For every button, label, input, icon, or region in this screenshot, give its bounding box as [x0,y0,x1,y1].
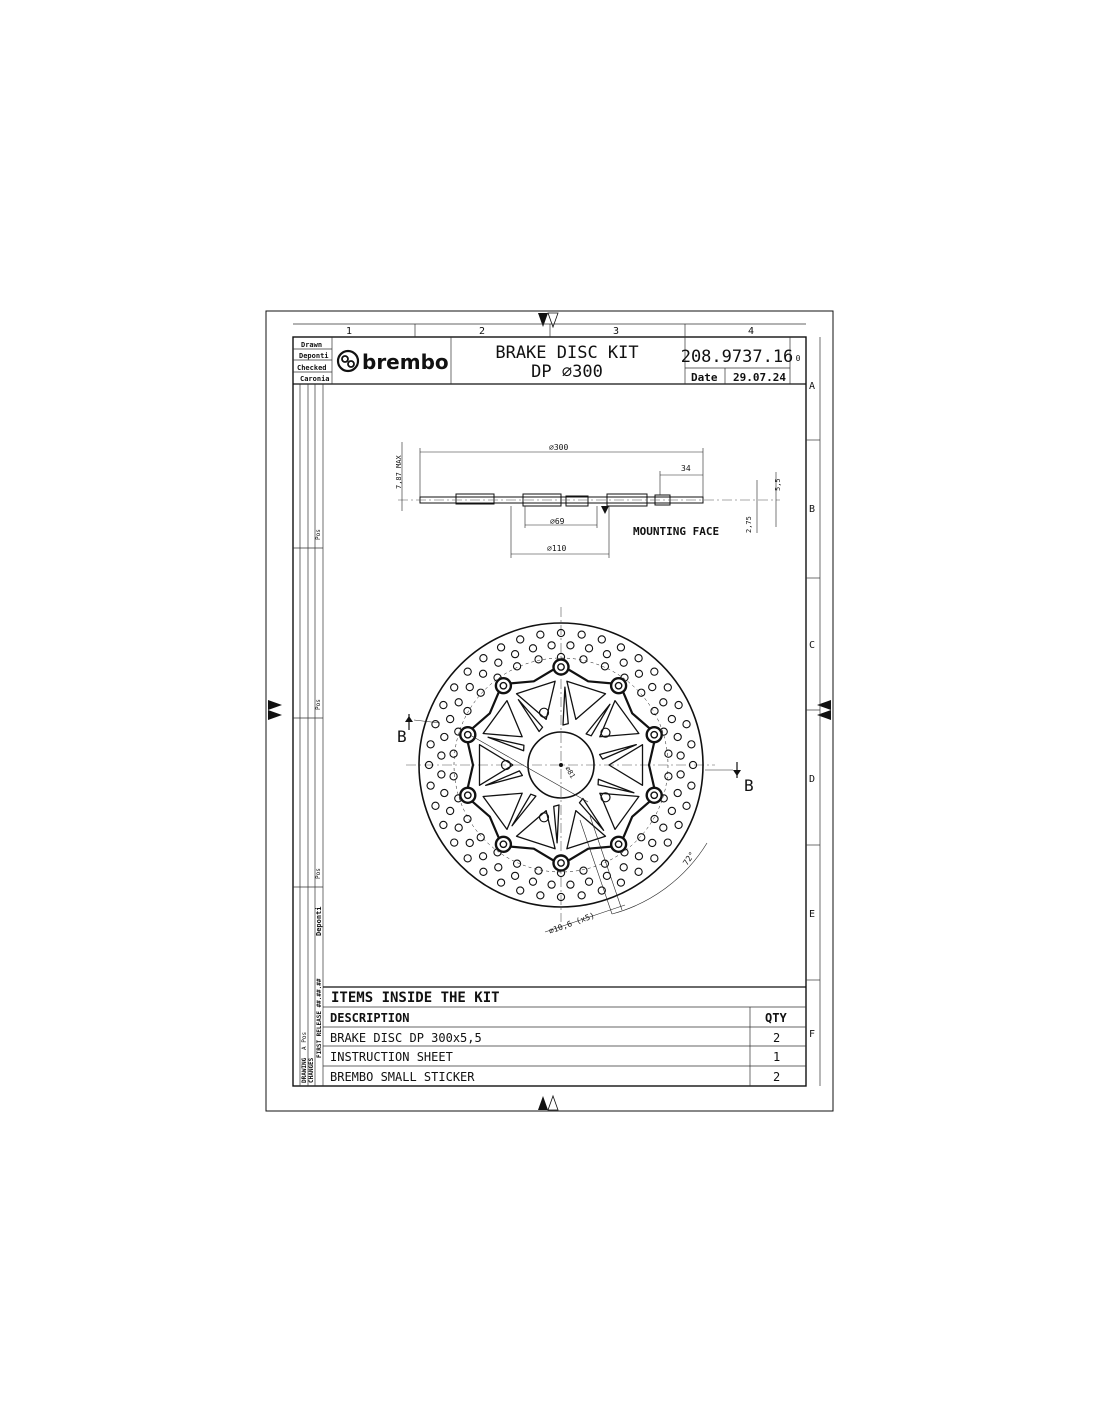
vent-hole [683,802,690,809]
author-label: Deponti [315,906,323,936]
carrier-window [517,681,556,719]
vent-hole [620,864,627,871]
vent-hole [451,839,458,846]
dim-offset: 34 [681,464,691,473]
item-qty: 2 [773,1031,781,1045]
vent-hole [675,821,682,828]
vent-hole [580,867,587,874]
dim-center: ⌀81 [563,765,577,780]
part-number: 208.9737.16 [680,347,794,367]
floating-button [460,788,475,803]
dim-height: 7,87 MAX [395,455,403,489]
column-label: 2 [479,326,486,337]
release-label: FIRST RELEASE ##.##.## [316,978,323,1058]
vent-hole [466,839,473,846]
floating-button [554,660,569,675]
vent-hole [580,656,587,663]
drawn-name: Deponti [299,352,329,360]
dim-inner: ⌀69 [550,517,565,526]
vent-hole [450,750,457,757]
floating-button [647,788,662,803]
vent-hole [427,741,434,748]
dim-angle: 72° [681,850,697,868]
items-heading: ITEMS INSIDE THE KIT [331,990,500,1006]
carrier-window [483,793,522,829]
vent-hole [517,887,524,894]
row-ruler [806,337,820,1086]
brand-wordmark: brembo [362,350,449,374]
dim-diameter: ⌀300 [549,443,569,452]
column-label: 1 [346,326,353,337]
vent-hole [651,668,658,675]
vent-hole [464,668,471,675]
vent-hole [548,642,555,649]
dim-holes: ⌀10,6 (x5) [547,910,596,936]
vent-hole [603,651,610,658]
carrier-window [483,701,522,737]
revision-panel [293,384,323,1086]
vent-hole [567,881,574,888]
floating-button [611,837,626,852]
floating-button [647,727,662,742]
floating-button [460,727,475,742]
vent-hole [638,834,645,841]
vent-hole [578,892,585,899]
row-label: E [809,909,816,920]
vent-hole [635,853,642,860]
row-label: C [809,640,816,651]
vent-hole [651,707,658,714]
column-label: 4 [748,326,755,337]
vent-hole [683,721,690,728]
vent-hole [537,631,544,638]
vent-hole [677,752,684,759]
pos-a-label: A Pos [301,1031,308,1050]
drawn-label: Drawn [301,341,323,349]
vent-hole [665,750,672,757]
carrier-window [488,737,524,751]
vent-hole [438,752,445,759]
carrier-window [554,805,559,843]
vent-hole [441,789,448,796]
vent-hole [450,773,457,780]
pos-label: Pos [315,868,322,879]
vent-hole [447,715,454,722]
vent-hole [664,839,671,846]
vent-hole [479,670,486,677]
vent-hole [620,659,627,666]
carrier-window [567,811,606,849]
item-qty: 1 [773,1050,781,1064]
vent-hole [635,655,642,662]
vent-hole [585,878,592,885]
vent-hole [440,701,447,708]
vent-hole [585,645,592,652]
col-qty: QTY [765,1011,787,1025]
vent-hole [455,824,462,831]
col-description: DESCRIPTION [330,1011,410,1025]
carrier-window [567,681,606,719]
row-label: B [809,504,816,515]
vent-hole [432,802,439,809]
date-label: Date [691,371,718,384]
vent-hole [529,645,536,652]
vent-hole [660,824,667,831]
section-marker-left [397,714,440,746]
item-description: BRAKE DISC DP 300x5,5 [330,1031,482,1045]
title-block [293,337,806,384]
title-line-1: BRAKE DISC KIT [495,343,639,363]
vent-hole [535,867,542,874]
drawing-label: DRAWING [301,1057,308,1083]
floating-button [496,678,511,693]
vent-hole [537,892,544,899]
carrier-window [598,779,634,793]
item-qty: 2 [773,1070,781,1084]
column-ruler [293,324,806,337]
vent-hole [495,864,502,871]
front-view [397,607,754,936]
vent-hole [497,644,504,651]
changes-label: CHANGES [308,1057,315,1083]
vent-hole [477,689,484,696]
vent-hole [466,683,473,690]
section-label-right: B [744,776,754,795]
row-label: D [809,774,816,785]
carrier-window [563,687,568,725]
vent-hole [664,684,671,691]
column-label: 3 [613,326,620,337]
checked-name: Caronia [300,375,330,383]
vent-hole [649,839,656,846]
floating-button [611,678,626,693]
row-label: F [809,1029,816,1040]
vent-hole [668,807,675,814]
vent-hole [567,642,574,649]
dim-bolt: ⌀110 [547,544,567,553]
vent-hole [513,663,520,670]
vent-hole [535,656,542,663]
carrier-window [579,798,603,830]
vent-hole [495,659,502,666]
vent-hole [548,881,555,888]
vent-hole [674,733,681,740]
pos-label: Pos [315,529,322,540]
checked-label: Checked [297,364,327,372]
vent-hole [480,868,487,875]
carrier-window [517,811,556,849]
vent-hole [578,631,585,638]
mounting-face-label: MOUNTING FACE [633,525,720,538]
vent-hole [638,689,645,696]
vent-hole [675,701,682,708]
carrier-window [518,700,542,732]
vent-hole [511,651,518,658]
vent-hole [479,853,486,860]
vent-hole [635,868,642,875]
vent-hole [649,683,656,690]
vent-hole [517,636,524,643]
vent-hole [441,733,448,740]
floating-button [554,856,569,871]
vent-hole [455,699,462,706]
vent-hole [511,872,518,879]
pos-label: Pos [315,699,322,710]
vent-hole [688,782,695,789]
vent-hole [464,707,471,714]
items-table [323,987,806,1086]
vent-hole [447,807,454,814]
item-description: BREMBO SMALL STICKER [330,1070,475,1084]
vent-hole [617,879,624,886]
brembo-logo [338,350,449,374]
vent-hole [617,644,624,651]
date-value: 29.07.24 [733,371,786,384]
carrier-window [600,701,639,737]
vent-hole [464,855,471,862]
vent-hole [432,721,439,728]
dim-hub: 2,75 [745,516,753,533]
revision: 0 [795,354,801,363]
floating-button [496,837,511,852]
title-line-2: DP ⌀300 [531,362,603,382]
vent-hole [688,741,695,748]
vent-hole [651,815,658,822]
vent-hole [677,771,684,778]
vent-hole [601,860,608,867]
vent-hole [635,670,642,677]
side-view [395,442,782,558]
vent-hole [440,821,447,828]
vent-hole [497,879,504,886]
item-description: INSTRUCTION SHEET [330,1050,453,1064]
vent-hole [674,789,681,796]
dim-thickness: 5,5 [774,478,782,491]
carrier-window [600,793,639,829]
vent-hole [438,771,445,778]
vent-hole [660,699,667,706]
vent-hole [651,855,658,862]
vent-hole [668,715,675,722]
section-marker-right [705,762,754,795]
vent-hole [598,636,605,643]
vent-hole [665,773,672,780]
vent-hole [480,655,487,662]
vent-hole [477,834,484,841]
row-label: A [809,381,816,392]
vent-hole [427,782,434,789]
section-label-left: B [397,727,407,746]
vent-hole [451,684,458,691]
vent-hole [529,878,536,885]
